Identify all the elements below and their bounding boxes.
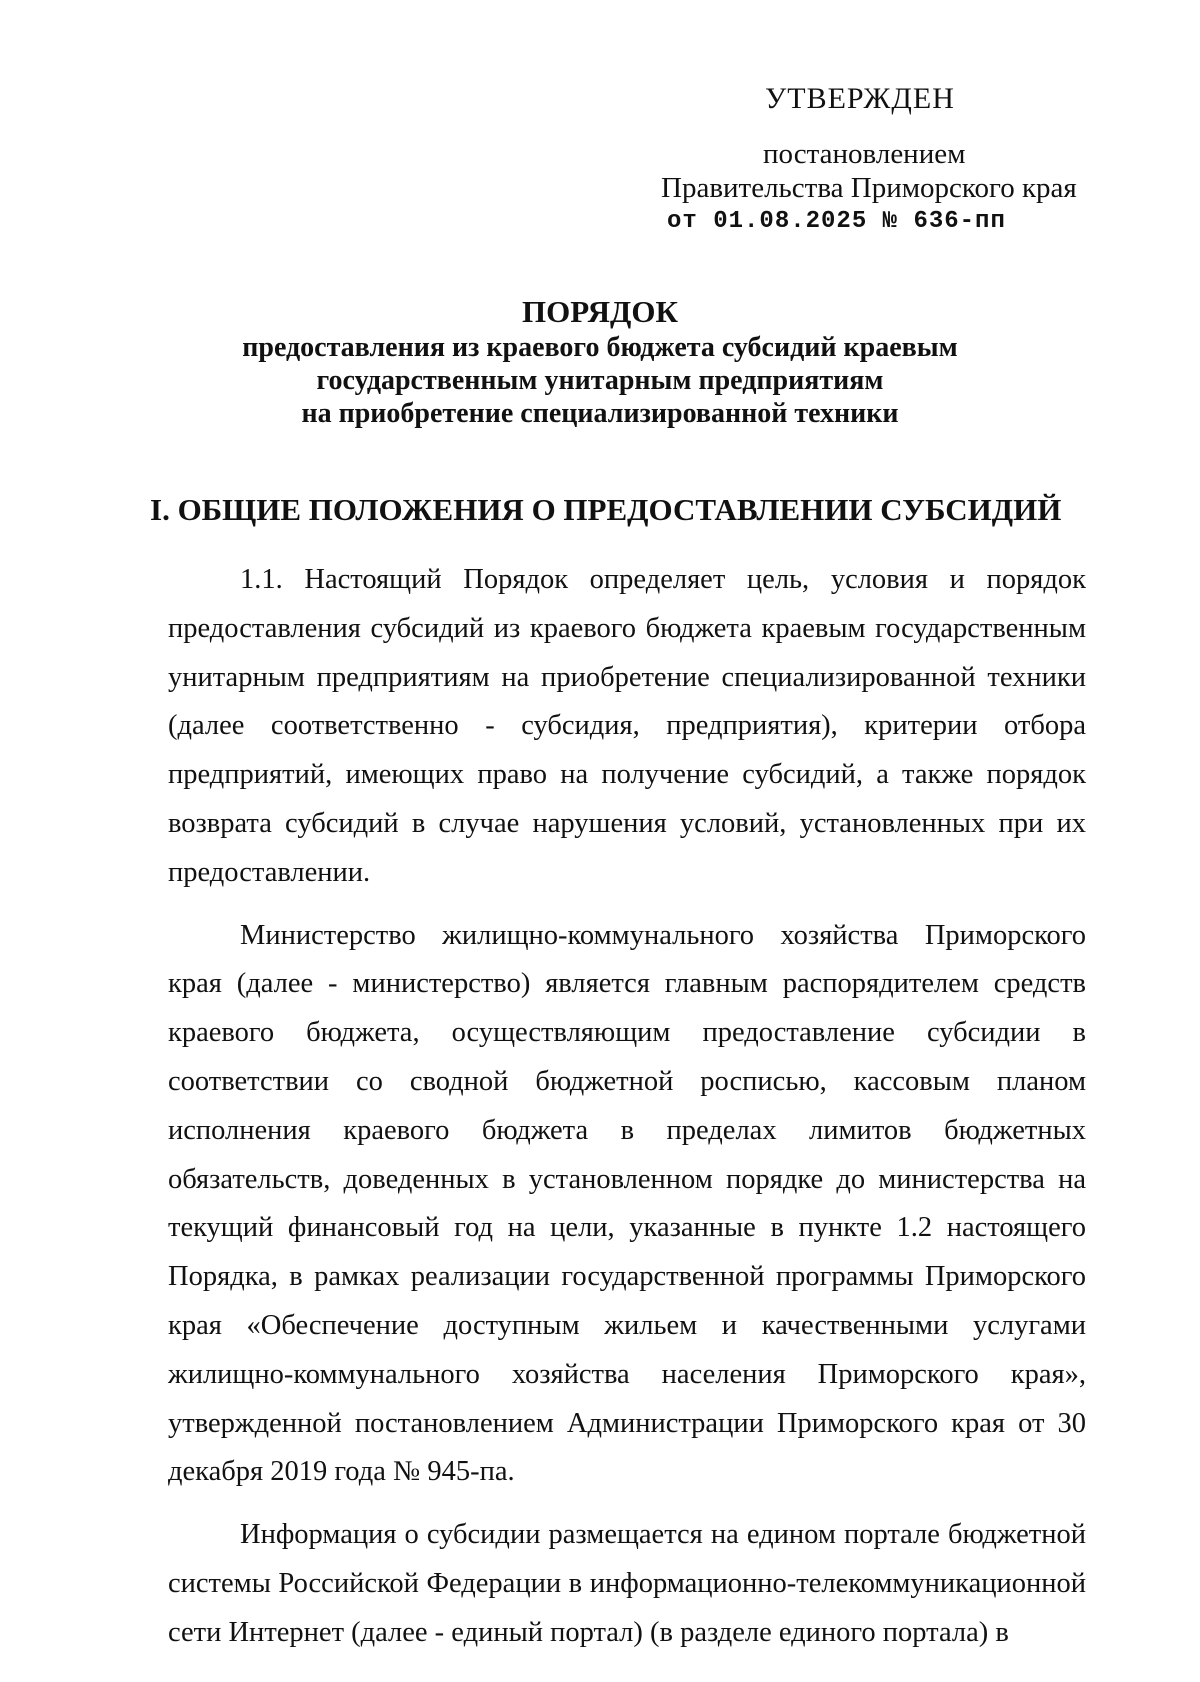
document-subtitle-line: государственным унитарным предприятиям [316, 365, 884, 396]
document-subtitle-line: предоставления из краевого бюджета субсидий краевым [242, 332, 958, 363]
paragraph: 1.1. Настоящий Порядок определяет цель, условия и порядок предоставления субсидий из краевого бюджета краевым государственным унитарным предприятиям на приобретение специализированной техники (далее соответственно - субсидия, предприятия), критерии отбора предприятий, имеющих право на получение субсидий, а также порядок возврата субсидий в случае нарушения условий, установленных при их предоставлении. [168, 564, 1086, 888]
document-title-block [150, 293, 1050, 430]
paragraph: Министерство жилищно-коммунального хозяйства Приморского края (далее - министерство) является главным распорядителем средств краевого бюджета, осуществляющим предоставление субсидии в соответствии со сводной бюджетной росписью, кассовым планом исполнения краевого бюджета в пределах лимитов бюджетных обязательств, доведенных в установленном порядке до министерства на текущий финансовый год на цели, указанные в пункте 1.2 настоящего Порядка, в рамках реализации государственной программы Приморского края «Обеспечение доступным жильем и качественными услугами жилищно-коммунального хозяйства населения Приморского края», утвержденной постановлением Администрации Приморского края от 30 декабря 2019 года № 945-па. [168, 919, 1086, 1488]
approval-resolution-label: постановлением [763, 138, 966, 170]
document-body [168, 556, 1086, 1672]
approval-title: УТВЕРЖДЕН [765, 82, 955, 115]
paragraph: Информация о субсидии размещается на едином портале бюджетной системы Российской Федерации в информационно-телекоммуникационной сети Интернет (далее - единый портал) (в разделе единого портала) в [168, 1519, 1086, 1648]
approval-authority: Правительства Приморского края [661, 172, 1077, 204]
section-heading: I. ОБЩИЕ ПОЛОЖЕНИЯ О ПРЕДОСТАВЛЕНИИ СУБСИДИЙ [150, 492, 1062, 527]
document-subtitle-line: на приобретение специализированной техники [301, 398, 899, 429]
approval-date-number-stamp: от 01.08.2025 № 636-пп [667, 208, 1006, 235]
document-title: ПОРЯДОК [522, 294, 678, 329]
